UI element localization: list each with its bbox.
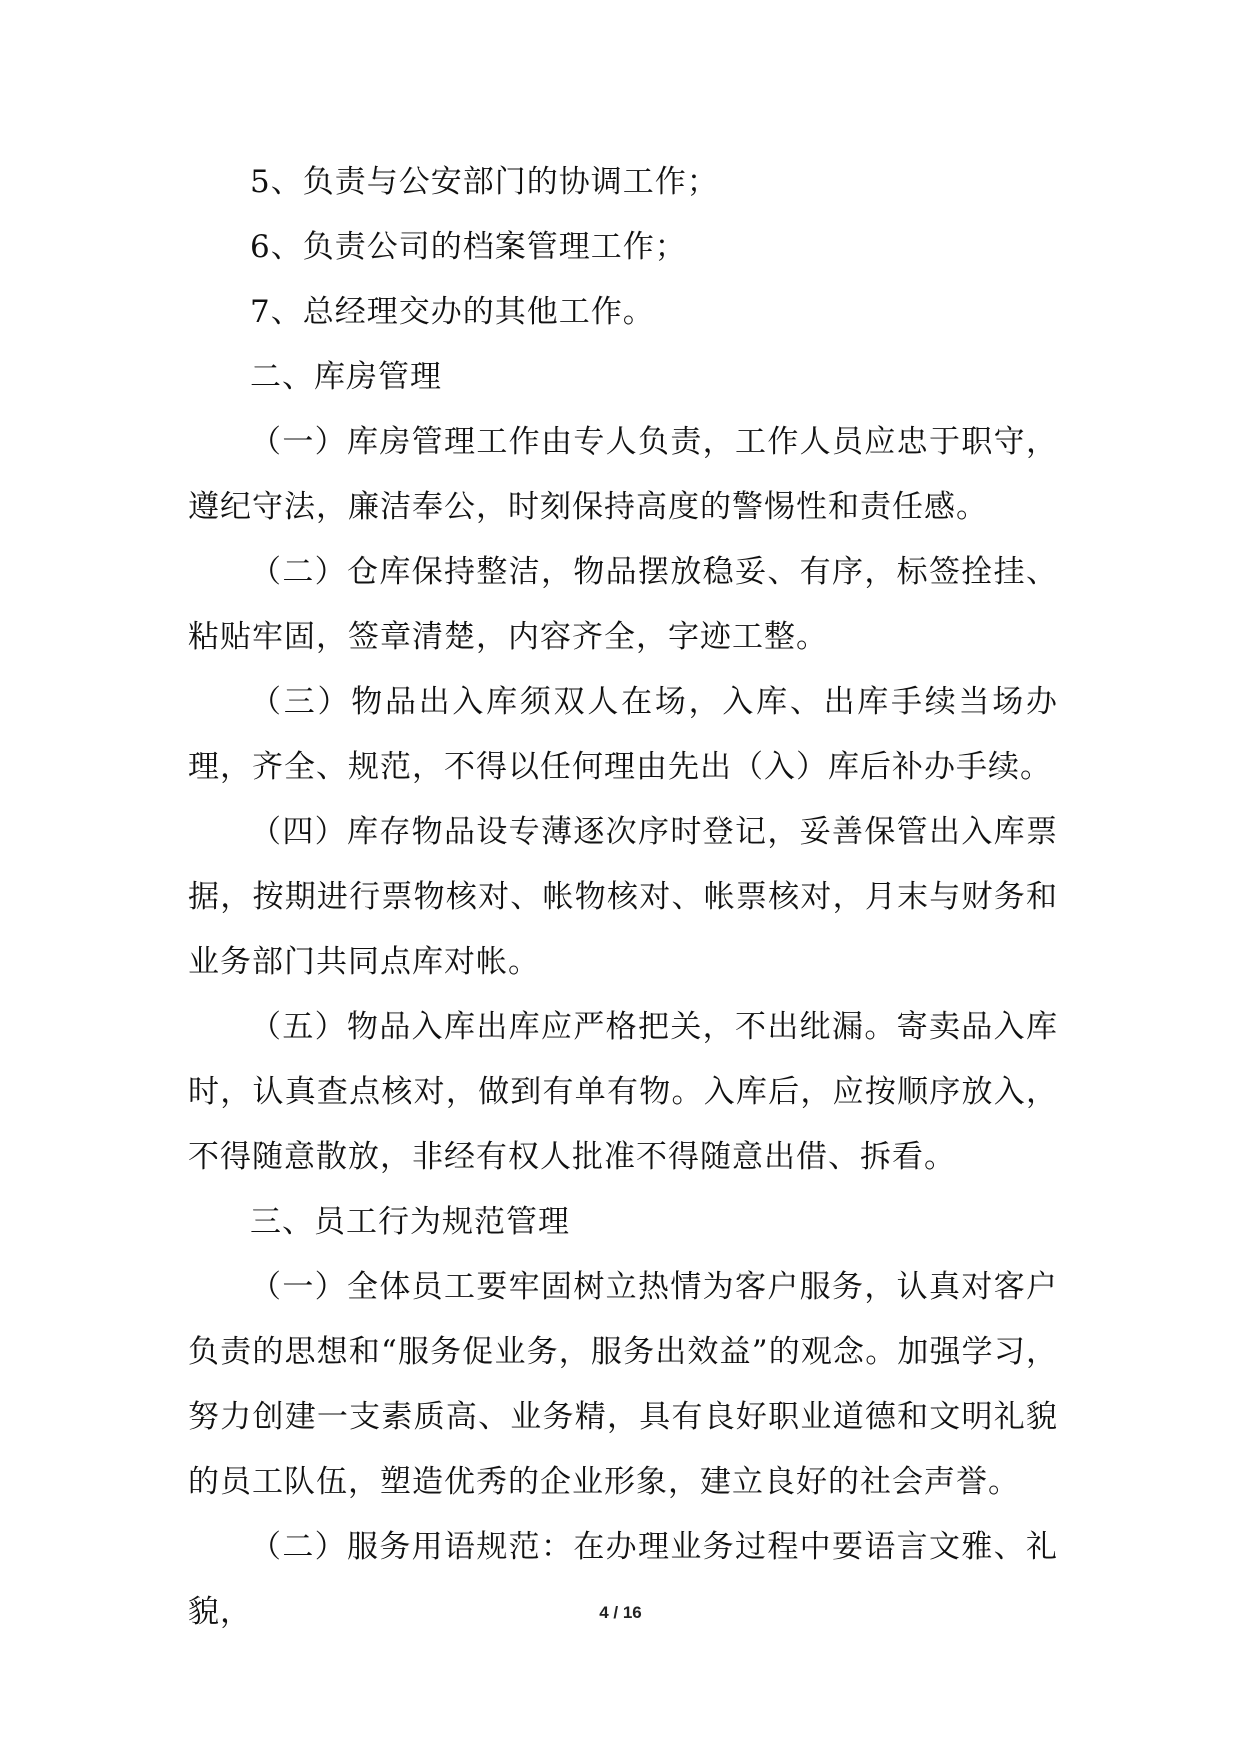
paragraph-warehouse-2: （二）仓库保持整洁，物品摆放稳妥、有序，标签拴挂、粘贴牢固，签章清楚，内容齐全，字迹工整。 [188, 554, 1058, 655]
paragraph-warehouse-1: （一）库房管理工作由专人负责，工作人员应忠于职守，遵纪守法，廉洁奉公，时刻保持高度的警惕性和责任感。 [188, 424, 1058, 525]
paragraph-item-6: 6、负责公司的档案管理工作； [250, 229, 687, 265]
paragraph-warehouse-4: （四）库存物品设专薄逐次序时登记，妥善保管出入库票据，按期进行票物核对、帐物核对、帐票核对，月末与财务和业务部门共同点库对帐。 [188, 814, 1058, 980]
paragraph-item-5: 5、负责与公安部门的协调工作； [250, 164, 719, 200]
paragraph-conduct-1: （一）全体员工要牢固树立热情为客户服务，认真对客户负责的思想和“服务促业务，服务出效益”的观念。加强学习，努力创建一支素质高、业务精，具有良好职业道德和文明礼貌的员工队伍，塑造优秀的企业形象，建立良好的社会声誉。 [188, 1269, 1058, 1500]
paragraph-warehouse-3: （三）物品出入库须双人在场，入库、出库手续当场办理，齐全、规范，不得以任何理由先出（入）库后补办手续。 [188, 684, 1058, 785]
document-body [188, 150, 1058, 1645]
paragraph-conduct-2: （二）服务用语规范：在办理业务过程中要语言文雅、礼貌， [188, 1529, 1058, 1630]
page-number: 4 / 16 [599, 1603, 642, 1622]
paragraph-warehouse-5: （五）物品入库出库应严格把关，不出纰漏。寄卖品入库时，认真查点核对，做到有单有物。入库后，应按顺序放入，不得随意散放，非经有权人批准不得随意出借、拆看。 [188, 1009, 1058, 1175]
section-heading-warehouse: 二、库房管理 [250, 359, 442, 395]
section-heading-conduct: 三、员工行为规范管理 [250, 1204, 570, 1240]
paragraph-item-7: 7、总经理交办的其他工作。 [250, 294, 655, 330]
